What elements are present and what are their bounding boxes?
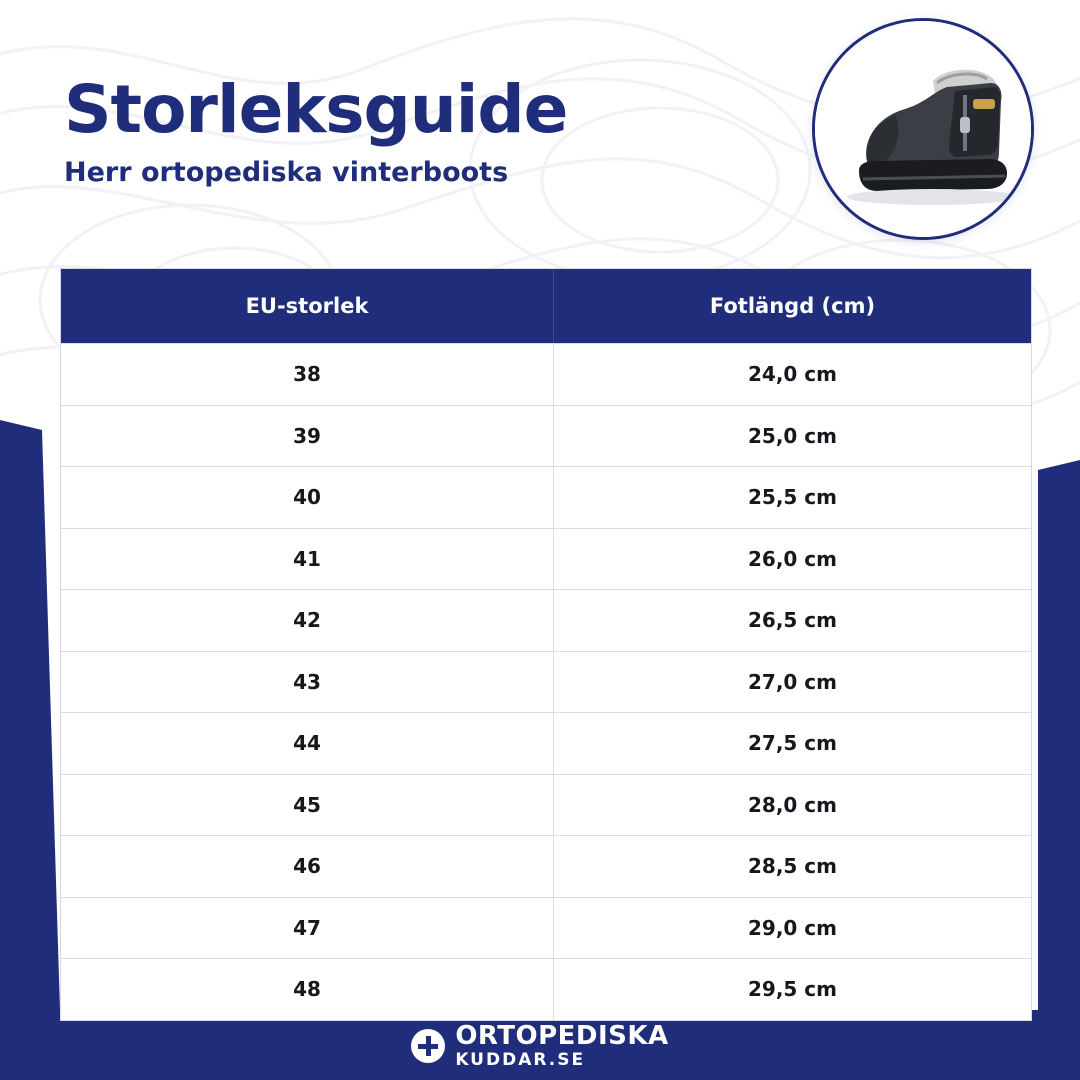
table-row xyxy=(61,712,1031,774)
table-row xyxy=(61,774,1031,836)
table-row xyxy=(61,405,1031,467)
cell-eu-size: 41 xyxy=(61,529,554,590)
cell-eu-size: 43 xyxy=(61,652,554,713)
boot-icon xyxy=(815,21,1031,237)
page-title: Storleksguide xyxy=(64,71,568,148)
cell-foot-length: 29,0 cm xyxy=(747,915,837,940)
cell-eu-size: 40 xyxy=(61,467,554,528)
table-row xyxy=(61,651,1031,713)
table-row xyxy=(61,466,1031,528)
cell-eu-size: 48 xyxy=(61,959,554,1020)
cell-eu-size: 38 xyxy=(61,344,554,405)
brand-logo-text xyxy=(455,1023,668,1069)
cell-foot-length: 27,0 cm xyxy=(747,669,837,694)
cell-foot-length: 24,0 cm xyxy=(747,362,837,387)
table-row xyxy=(61,835,1031,897)
column-header-eu-size: EU-storlek xyxy=(61,269,554,343)
brand-logo xyxy=(411,1023,668,1069)
page-subtitle: Herr ortopediska vinterboots xyxy=(64,157,509,188)
cell-foot-length: 25,5 cm xyxy=(747,485,837,510)
table-row xyxy=(61,343,1031,405)
cell-foot-length: 28,5 cm xyxy=(747,854,837,879)
cell-foot-length: 28,0 cm xyxy=(747,792,837,817)
medical-plus-icon xyxy=(411,1029,445,1063)
product-image-badge xyxy=(812,18,1034,240)
table-row xyxy=(61,528,1031,590)
cell-eu-size: 42 xyxy=(61,590,554,651)
size-table xyxy=(60,268,1032,1021)
footer xyxy=(0,1012,1080,1080)
cell-eu-size: 45 xyxy=(61,775,554,836)
cell-foot-length: 25,0 cm xyxy=(747,423,837,448)
table-row xyxy=(61,958,1031,1020)
cell-eu-size: 44 xyxy=(61,713,554,774)
column-header-foot-length: Fotlängd (cm) xyxy=(709,294,876,318)
cell-foot-length: 26,5 cm xyxy=(747,608,837,633)
cell-eu-size: 47 xyxy=(61,898,554,959)
brand-name-primary: ORTOPEDISKA xyxy=(455,1021,669,1051)
cell-eu-size: 46 xyxy=(61,836,554,897)
table-row xyxy=(61,897,1031,959)
cell-foot-length: 27,5 cm xyxy=(747,731,837,756)
cell-eu-size: 39 xyxy=(61,406,554,467)
cell-foot-length: 26,0 cm xyxy=(747,546,837,571)
cell-foot-length: 29,5 cm xyxy=(747,977,837,1002)
table-row xyxy=(61,589,1031,651)
table-header-row xyxy=(61,269,1031,343)
header xyxy=(64,72,764,190)
brand-name-secondary: KUDDAR.SE xyxy=(455,1050,586,1070)
